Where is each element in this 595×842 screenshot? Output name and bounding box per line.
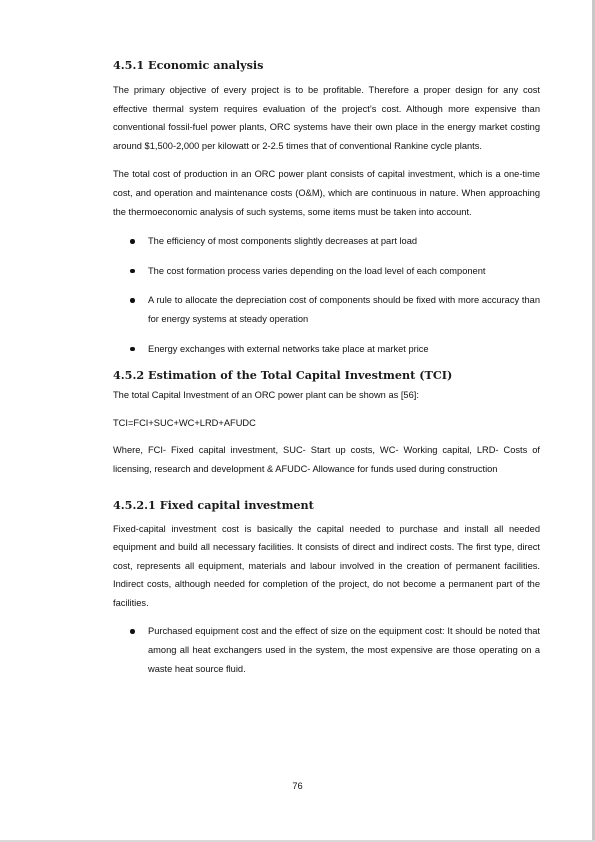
page-number: 76: [292, 781, 303, 791]
heading-4-5-2-1: 4.5.2.1 Fixed capital investment: [113, 497, 314, 512]
paragraph-tci-intro: The total Capital Investment of an ORC power plant can be shown as [56]:: [113, 390, 419, 401]
paragraph-economic-objective: The primary objective of every project is to be profitable. Therefore a proper design for any cost effective thermal system requires evaluation of the project’s cost. Although more expensive than conventional fossil-fuel power plants, ORC systems have their own place in the energy market costing around $1,500-2,000 per kilowatt or 2-2.5 times that of conventional Rankine cycle plants.: [113, 85, 540, 151]
bullet-icon: [130, 347, 135, 352]
bullet-icon: [130, 269, 135, 274]
list-item: Purchased equipment cost and the effect of size on the equipment cost: It should be noted that among all heat exchangers used in the system, the most expensive are those operating on a waste heat source fluid.: [113, 622, 540, 678]
bullet-list-fixed-capital: [113, 622, 540, 678]
list-item: Energy exchanges with external networks take place at market price: [113, 340, 540, 359]
list-item: The cost formation process varies depending on the load level of each component: [113, 262, 540, 281]
page-content: [113, 58, 540, 678]
paragraph-total-cost: The total cost of production in an ORC power plant consists of capital investment, which is a one-time cost, and operation and maintenance costs (O&M), which are continuous in nature. When approaching the thermoeconomic analysis of such systems, some items must be taken into account.: [113, 169, 540, 217]
bullet-icon: [130, 298, 135, 303]
bullet-icon: [130, 629, 135, 634]
list-item: The efficiency of most components slightly decreases at part load: [113, 232, 540, 251]
heading-4-5-2: 4.5.2 Estimation of the Total Capital Investment (TCI): [113, 368, 453, 383]
paragraph-fixed-capital: Fixed-capital investment cost is basically the capital needed to purchase and install all needed equipment and build all necessary facilities. It consists of direct and indirect costs. The first type, direct cost, represents all equipment, materials and labour involved in the creation of permanent facilities. Indirect costs, although needed for completion of the project, do not become a permanent part of the facilities.: [113, 523, 540, 608]
list-item: A rule to allocate the depreciation cost of components should be fixed with more accuracy than for energy systems at steady operation: [113, 291, 540, 328]
bullet-list-considerations: [113, 232, 540, 358]
heading-4-5-1: 4.5.1 Economic analysis: [113, 58, 264, 72]
formula-tci: TCI=FCI+SUC+WC+LRD+AFUDC: [113, 417, 256, 428]
paragraph-tci-definitions: Where, FCI- Fixed capital investment, SUC- Start up costs, WC- Working capital, LRD- Costs of licensing, research and development & AFUDC- Allowance for funds used during construction: [113, 445, 540, 474]
bullet-icon: [130, 239, 135, 244]
